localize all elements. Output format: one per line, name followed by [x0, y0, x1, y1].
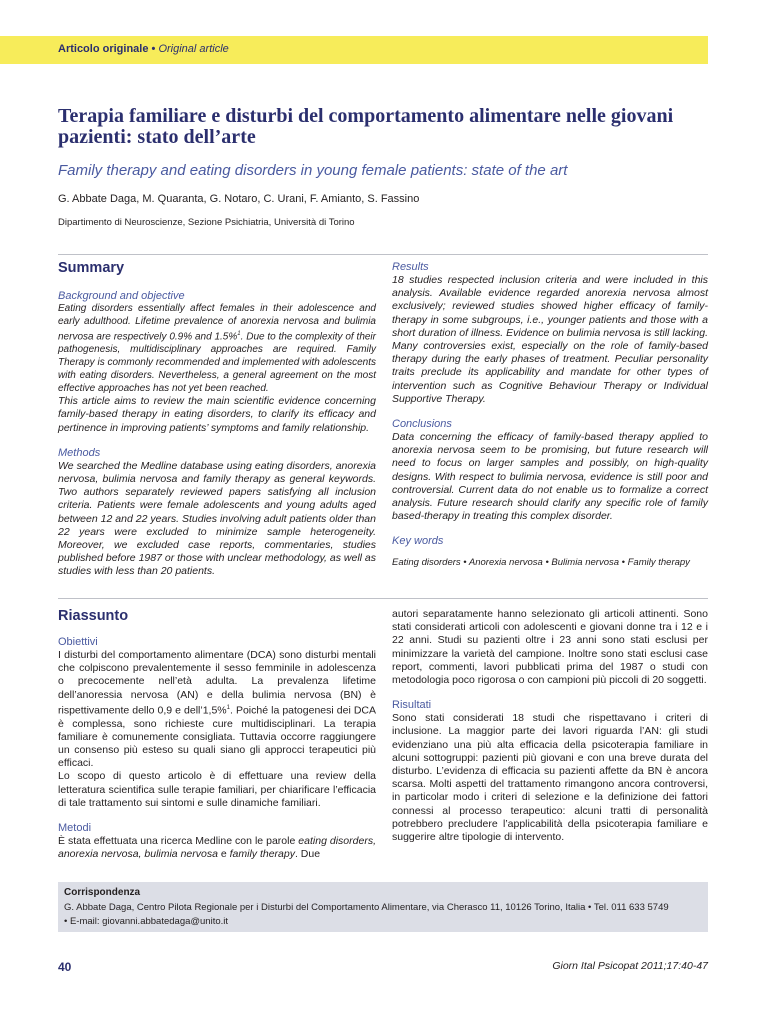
article-type-it: Articolo originale	[58, 43, 149, 55]
metodi-continued-text: autori separatamente hanno selezionato gli articoli attinenti. Sono stati considerati articoli con adolescenti e giovani donne tra i 12 e i 22 anni. Studi su pazienti oltre i 23 anni sono stati esclusi per minimizzare la varietà del campione. Inoltre sono stati esclusi case report, commenti, lavori pubblicati prima del 1987 o studi con metodologia poco rigorosa o con campioni più piccoli di 20 soggetti.	[392, 608, 708, 687]
article-type-label	[58, 43, 229, 55]
obiettivi-text: I disturbi del comportamento alimentare (DCA) sono disturbi mentali che colpiscono prevalentemente il sesso femminile in adolescenza o precocemente nell’età adulta. La prevalenza lifetime dell’anoressia nervosa (AN) e della bulimia nervosa (BN) è rispettivamente dello 0,9 e dell’1,5%$^1$. Poiché la patogenesi dei DCA è complessa, sono richieste cure multidisciplinari. La terapia familiare è comunemente consigliata. Tuttavia occorre raggiungere un consenso più esteso su quali siano gli approcci terapeutici più efficaci.	[58, 649, 376, 770]
risultati-text: Sono stati considerati 18 studi che rispettavano i criteri di inclusione. La maggior parte dei lavori riguarda l’AN: gli studi evidenziano una più alta efficacia della psicoterapia familiare in alcuni sottogruppi: pazienti più giovani e con una breve durata del disturbo. L’evidenza di efficacia su pazienti affette da BN è ancora scarsa. Molti aspetti del trattamento rimangono ancora controversi, in particolar modo i criteri di selezione e la definizione dei fattori connessi al processo terapeutico: alcuni tratti di personalità potrebbero precludere l’applicabilità della psicoterapia familiare e suggerire altre tipologie di intervento.	[392, 712, 708, 844]
correspondence-heading: Corrispondenza	[64, 887, 141, 898]
results-text: 18 studies respected inclusion criteria and were included in this analysis. Available evidence regarded anorexia nervosa almost exclusively; reviewed studies showed higher efficacy of family-therapy in some subgroups, i.e., younger patients and those with a short duration of illness. Evidence on bulimia nervosa is still lacking. Many controversies exist, especially on the role of family-based therapy during the early phases of treatment. Peculiar personality traits preclude its applicability and mandate for other types of intervention such as Cognitive Behaviour Therapy or Individual Supportive Therapy.	[392, 274, 708, 405]
article-title: Terapia familiare e disturbi del comportamento alimentare nelle giovani pazienti: stato dell’arte	[58, 105, 674, 148]
conclusions-heading: Conclusions	[392, 418, 452, 431]
background-aim-text: This article aims to review the main scientific evidence concerning family-based therapy in eating disorders, to clarify its efficacy and pertinence in improving patients’ symptoms and family relationship.	[58, 395, 376, 434]
article-type-banner	[0, 36, 708, 64]
divider-top	[58, 254, 708, 255]
article-type-bullet: •	[151, 43, 156, 55]
divider-middle	[58, 598, 708, 599]
metodi-heading: Metodi	[58, 821, 92, 834]
summary-left-column	[58, 290, 376, 579]
background-heading: Background and objective	[58, 290, 185, 302]
methods-text: We searched the Medline database using eating disorders, anorexia nervosa, bulimia nervosa and family therapy as general keywords. Two authors separately reviewed papers satisfying all inclusion criteria. Patients were female adolescents and young adults aged between 12 and 22 years. Studies involving adult patients older than 22 years were excluded to minimize sample heterogeneity. Moreover, we excluded case reports, commentaries, studies published before 1987 or those with unclear methodology, as well as studies with less than 20 patients.	[58, 459, 376, 578]
risultati-heading: Risultati	[392, 699, 432, 712]
keywords-heading: Key words	[392, 535, 444, 548]
background-text: Eating disorders essentially affect females in their adolescence and early adulthood. Lifetime prevalence of anorexia nervosa and bulimia nervosa are respectively 0.9% and 1.5%$^1$. Due to the complexity of their pathogenesis, multidisciplinary approaches are required. Family Therapy is commonly recommended and implemented with adolescents with eating disorders. Nevertheless, a general agreement on the most effective approaches has not yet been reached.	[58, 303, 376, 394]
methods-heading: Methods	[58, 446, 101, 459]
article-subtitle: Family therapy and eating disorders in young female patients: state of the art	[58, 162, 568, 179]
summary-right-column	[392, 261, 708, 570]
obiettivi-heading: Obiettivi	[58, 636, 98, 648]
keywords-list: Eating disorders • Anorexia nervosa • Bulimia nervosa • Family therapy	[392, 557, 690, 569]
page-number: 40	[58, 960, 72, 974]
obiettivi-aim-text: Lo scopo di questo articolo è di effettuare una review della letteratura scientifica sulle terapie familiari, per chiarificare l’efficacia di tale trattamento sui sintomi e sulle dinamiche familiari.	[58, 770, 376, 809]
riassunto-left-column	[58, 636, 376, 861]
summary-heading: Summary	[58, 260, 125, 276]
correspondence-email: • E-mail: giovanni.abbatedaga@unito.it	[64, 916, 229, 927]
correspondence-address: G. Abbate Daga, Centro Pilota Regionale per i Disturbi del Comportamento Alimentare, via Cherasco 11, 10126 Torino, Italia • Tel. 011 633 5749	[64, 902, 669, 913]
conclusions-text: Data concerning the efficacy of family-based therapy applied to anorexia nervosa seem to be promising, but future research will need to focus on larger samples and possibly, on high-quality designs. With respect to bulimia nervosa, evidence is still poor and controversial. Current data do not enable us to formalize a correct analysis. Future research should clarify any specific role of family based-therapy in treating this complex disorder.	[392, 431, 708, 523]
affiliation: Dipartimento di Neuroscienze, Sezione Psichiatria, Università di Torino	[58, 217, 355, 228]
article-type-en: Original article	[158, 43, 229, 55]
riassunto-right-column	[392, 608, 708, 844]
author-list: G. Abbate Daga, M. Quaranta, G. Notaro, C. Urani, F. Amianto, S. Fassino	[58, 193, 420, 205]
riassunto-heading: Riassunto	[58, 608, 129, 624]
correspondence-box	[58, 882, 708, 932]
metodi-text: È stata effettuata una ricerca Medline con le parole eating disorders, anorexia nervosa, bulimia nervosa e family therapy. Due	[58, 834, 376, 861]
results-heading: Results	[392, 261, 429, 273]
journal-citation: Giorn Ital Psicopat 2011;17:40-47	[552, 960, 708, 972]
